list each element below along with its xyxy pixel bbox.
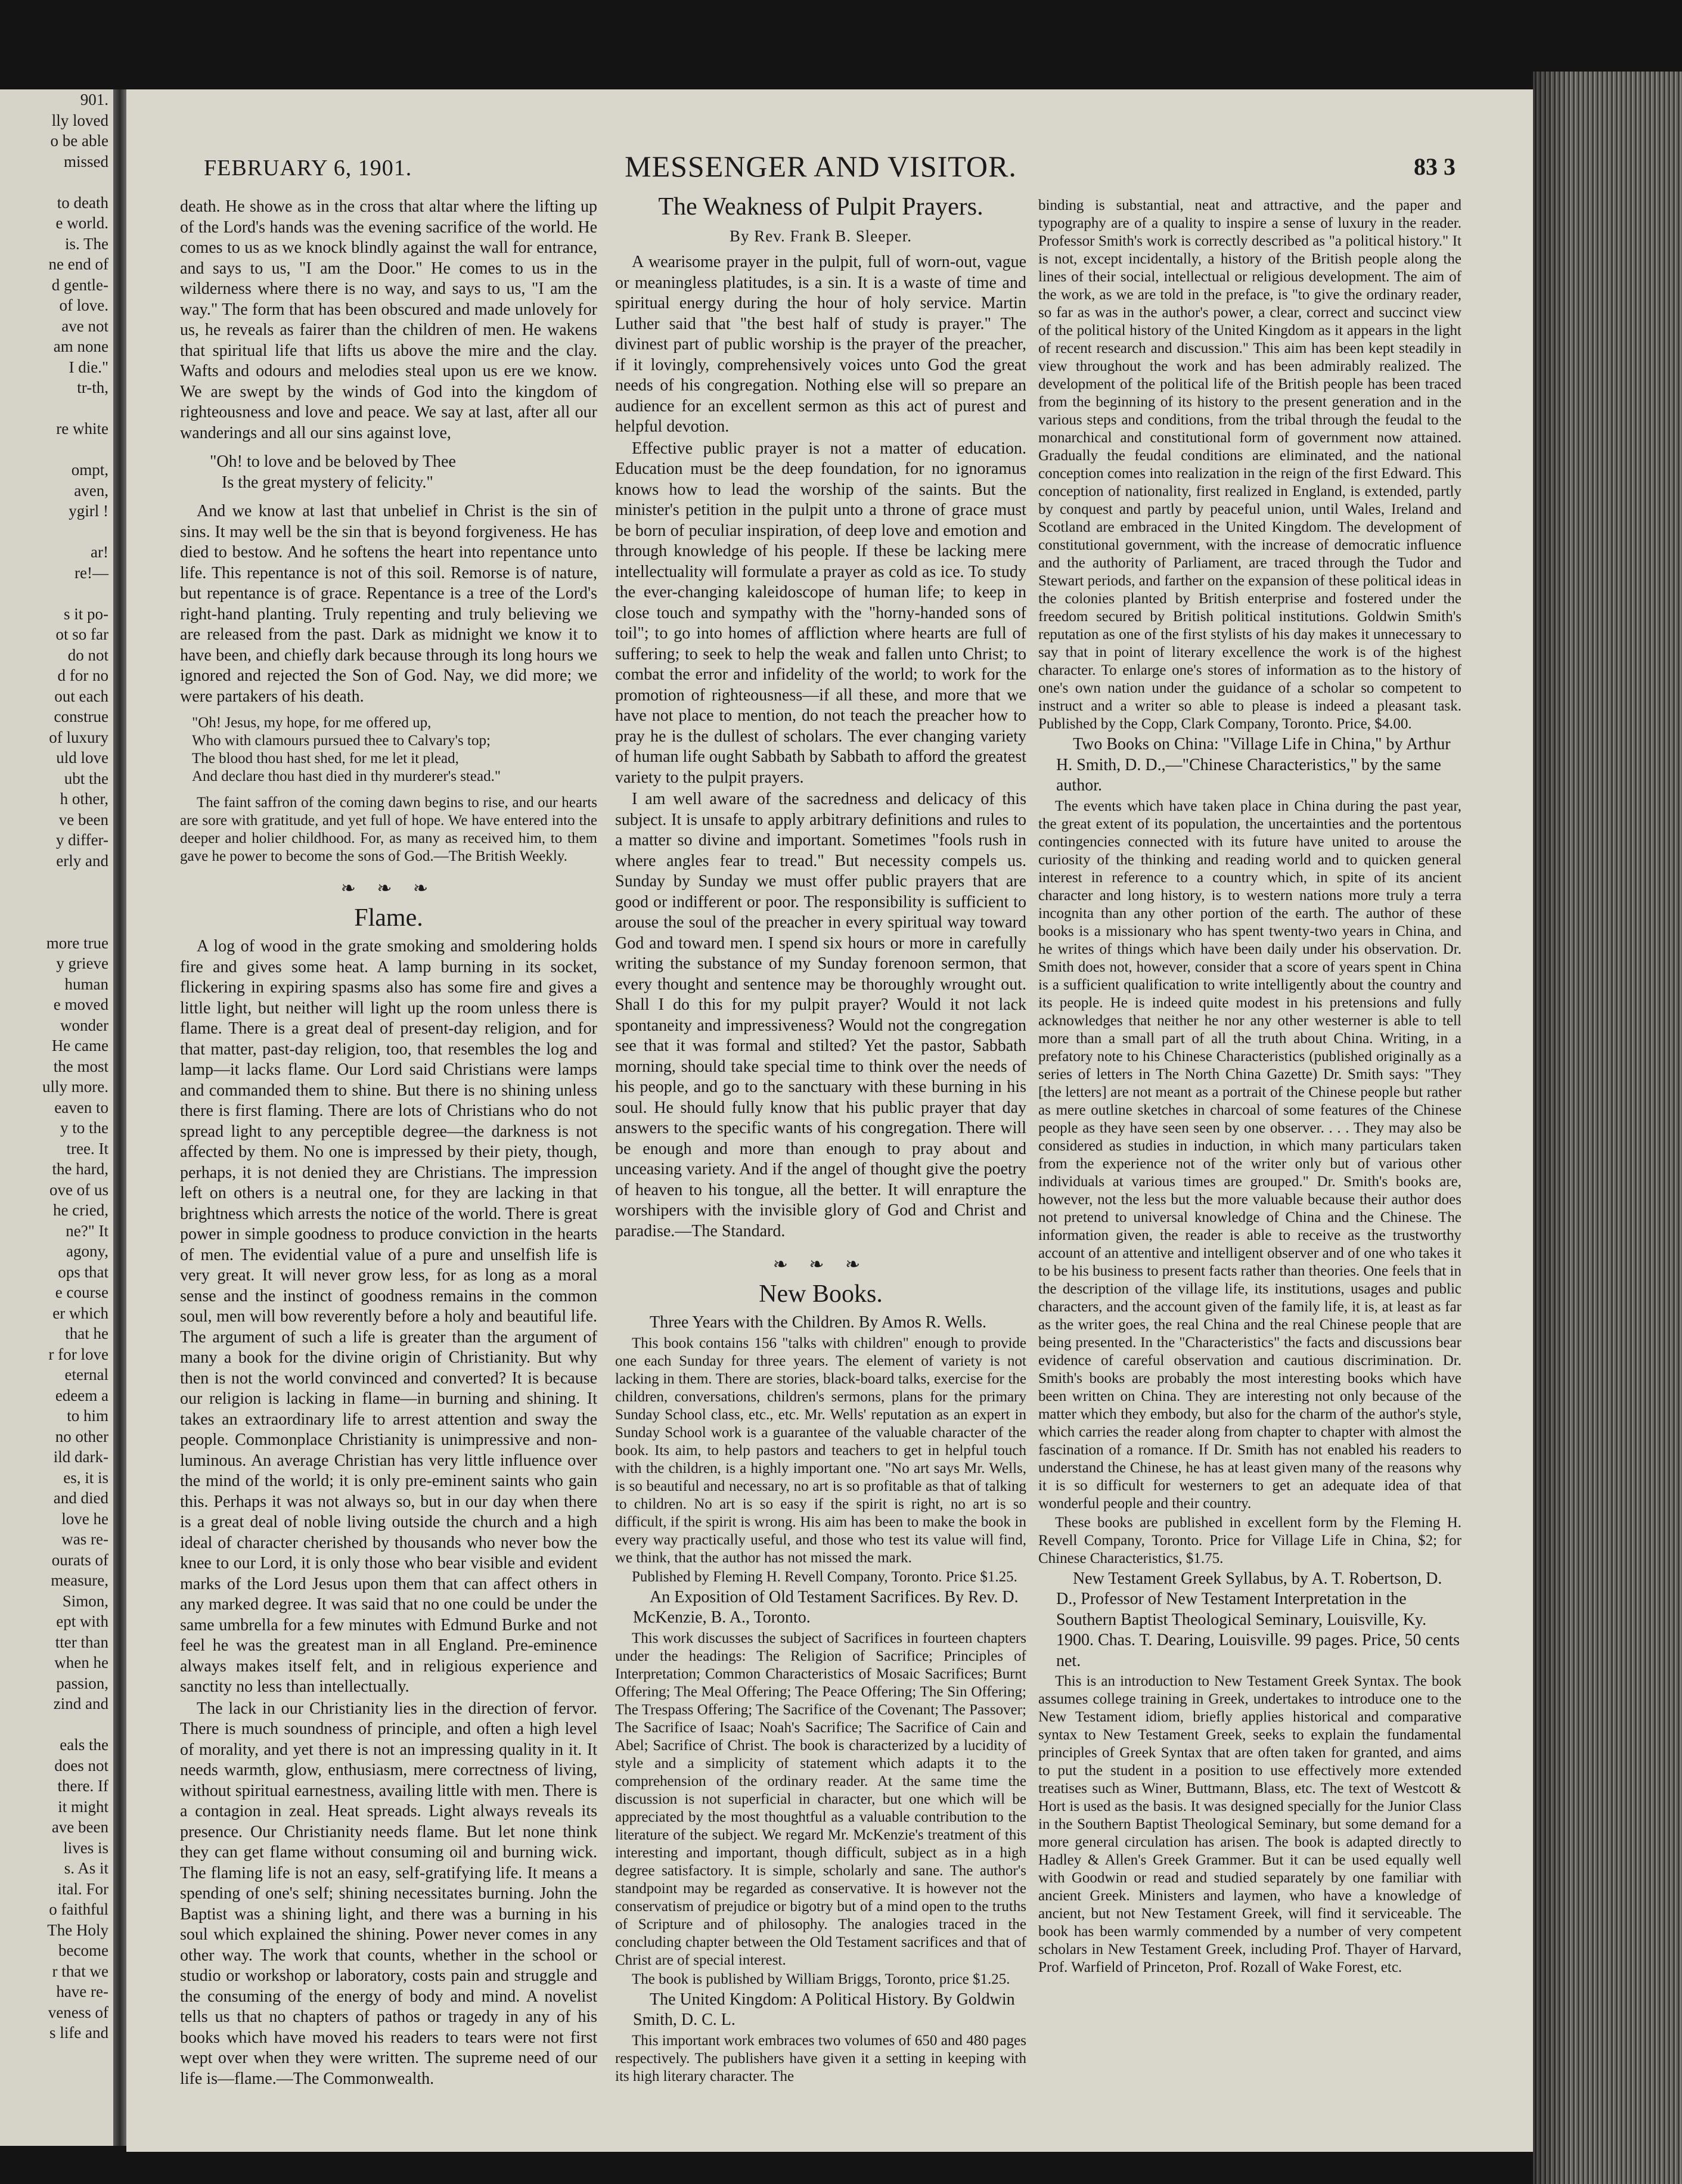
facing-page-text-fragment: y grieve — [56, 954, 108, 972]
facing-page-text-fragment: to death — [57, 193, 108, 212]
verse-line: The blood thou hast shed, for me let it plead, — [192, 750, 459, 767]
facing-page-text-fragment — [0, 892, 113, 913]
facing-page-text-fragment: human — [64, 975, 108, 993]
facing-page-text-fragment: ne?" It — [66, 1221, 108, 1240]
facing-page-text-fragment: er which — [52, 1304, 108, 1322]
facing-page-text-fragment: ove of us — [49, 1180, 108, 1199]
facing-page-text-fragment: he cried, — [53, 1201, 108, 1219]
verse-line: "Oh! to love and be beloved by Thee — [210, 452, 456, 471]
facing-page-text-fragment: zind and — [53, 1695, 108, 1713]
page-edge-shadow — [1533, 72, 1569, 2184]
facing-page-text-fragment: tter than — [55, 1633, 108, 1651]
book-review: This book contains 156 "talks with children" enough to provide one each Sunday for three years. The element of variety is not lacking in them. There are stories, black-board talks, exercise for the children, conversations, children's sermons, plans for the primary Sunday School class, etc., etc. Mr. Wells' reputation as an expert in Sunday School work is a guarantee of the valuable character of the book. Its aim, to help pastors and teachers to get in helpful touch with the children, is a highly important one. "No art says Mr. Wells, is so beautiful and necessary, no art is so profitable as that of talking to children. No art is so easy if the spirit is right, no art is so difficult, if the spirit is wrong. His aim has been to make the book in every way practically useful, and those who test its value will find, we think, that the author has not missed the mark. — [615, 1335, 1026, 1566]
facing-page-text-fragment: out each — [54, 687, 108, 705]
facing-page-text-fragment: love he — [61, 1509, 108, 1528]
facing-page-text-fragment — [0, 583, 113, 604]
paragraph: death. He showe as in the cross that altar where the lifting up of the Lord's hands was the evening sacrifice of the world. He comes to us as we knock blindly against the wall for entrance, and says to us, "I am the Door." He comes to us in the wilderness where there is no way, and says to us, "I am the way." The form that has been obscured and made unlovely for us, he reveals as fairer than the children of men. He wakens that spiritual life that lifts us above the mire and the clay. Wafts and odours and melodies steal upon us ere we know. We are swept by the winds of God into the kingdom of righteousness and love and peace. We say at last, after all our wanderings and all our sins against love, — [180, 197, 597, 442]
facing-page-text-fragment: the most — [53, 1057, 108, 1075]
facing-page-text-fragment: uld love — [56, 749, 108, 767]
facing-page-text-fragment: 901. — [80, 91, 108, 108]
facing-page-text-fragment: that he — [65, 1324, 108, 1342]
facing-page-text-fragment: was re- — [61, 1530, 108, 1548]
book-review: This important work embraces two volumes of 650 and 480 pages respectively. The publishers have given it a setting in keeping with its high literary character. The — [615, 2032, 1026, 2084]
facing-page-fragment — [0, 89, 113, 2146]
issue-date: FEBRUARY 6, 1901. — [204, 156, 412, 181]
facing-page-text-fragment: He came — [51, 1037, 108, 1054]
facing-page-text-fragment: lly loved — [51, 111, 108, 129]
facing-page-text-fragment: ave not — [61, 317, 108, 335]
facing-page-text-fragment: and died — [53, 1489, 108, 1507]
paragraph: The lack in our Christianity lies in the direction of fervor. There is much soundness of principle, and often a high level of morality, and yet there is not an impressing quality in it. It needs warmth, glow, enthusiasm, mere correctness of living, without spiritual earnestness, availing little with men. There is a contagion in zeal. Heat spreads. Light always reveals its presence. Our Christianity needs flame. But let none think they can get flame without consuming oil and burning wick. The flaming life is not an easy, self-gratifying life. It means a spending of one's self; shining necessitates burning. John the Baptist was a shining light, and there was a burning in his soul which explained the shining. Power never comes in any other way. The work that counts, whether in the school or studio or workshop or laboratory, costs pain and struggle and the consuming of the energy of body and mind. A novelist tells us that no chapters of pathos or tragedy in any of his books which have moved his readers to tears were not first wept over when they were written. The supreme need of our life is—flame.—The Commonwealth. — [180, 1699, 597, 2088]
facing-page-text-fragment: have re- — [56, 1983, 108, 2000]
facing-page-text-fragment: am none — [53, 337, 108, 355]
facing-page-text-fragment: edeem a — [55, 1386, 108, 1404]
verse-quote — [210, 452, 597, 493]
book-review: binding is substantial, neat and attractive, and the paper and typography are of a quality to inspire a sense of luxury in the reader. Professor Smith's work is correctly described as "a political history." It is not, except incidentally, a history of the British people along the lines of their social, intellectual or religious development. The aim of the work, as we are told in the preface, is "to give the ordinary reader, so far as was in the author's power, a clear, correct and succinct view of the political history of the United Kingdom as it appears in the light of recent research and discussion." This aim has been kept steadily in view throughout the work and has been admirably realized. The development of the political life of the British people has been traced from the beginning of its history to the present generation and in the various steps and conditions, from the tribal through the feudal to the monarchical and constitutional form of government now attained. Gradually the feudal conditions are eliminated, and the national conception comes into realization in the reign of the first Edward. This conception of nationality, first realized in England, is extended, partly by conquest and partly by peaceful union, until Wales, Ireland and Scotland are embraced in the United Kingdom. The development of constitutional government, with the increase of democratic influence and the authority of Parliament, are traced through the Tudor and Stewart periods, and farther on the expansion of these political ideas in the colonies planted by British enterprise and fostered under the freedom secured by British political institutions. Goldwin Smith's reputation as one of the first stylists of his day makes it unnecessary to say that in point of literary excellence the work is of the highest character. To enlarge one's stores of information as to the history of one's own nation under the guidance of a scholar so competent to instruct and a writer so able to please is indeed a pleasant task. Published by the Copp, Clark Company, Toronto. Price, $4.00. — [1038, 197, 1461, 732]
facing-page-text-fragment: construe — [54, 708, 108, 725]
facing-page-text-fragment: o be able — [50, 132, 108, 150]
facing-page-text-fragment: I die." — [69, 358, 108, 376]
facing-page-text-fragment: ops that — [58, 1262, 108, 1281]
facing-page-text-fragment: does not — [54, 1756, 108, 1774]
facing-page-text-fragment: ar! — [91, 543, 108, 561]
facing-page-text-fragment: e world. — [55, 214, 108, 232]
facing-page-text-fragment: passion, — [56, 1674, 108, 1692]
section-ornament: ❧ ❧ ❧ — [340, 879, 437, 898]
facing-page-text-fragment: ot so far — [55, 625, 108, 643]
facing-page-text-fragment: is. The — [65, 234, 108, 253]
facing-page-text-fragment: ubt the — [64, 769, 108, 787]
facing-page-text-fragment: s life and — [49, 2024, 108, 2042]
column-1 — [180, 197, 597, 2090]
book-title: New Testament Greek Syllabus, by A. T. Robertson, D. D., Professor of New Testament Interpretation in the Southern Baptist Theological Seminary, Louisville, Ky. 1900. Chas. T. Dearing, Louisville. 99 pages. Price, 50 cents net. — [1056, 1569, 1460, 1670]
facing-page-text-fragment: missed — [63, 152, 108, 170]
section-heading: New Books. — [759, 1280, 883, 1308]
facing-page-text-fragment: tree. It — [66, 1139, 108, 1158]
facing-page-text-fragment — [0, 439, 113, 460]
facing-page-text-fragment: do not — [67, 646, 108, 664]
facing-page-text-fragment: h other, — [60, 790, 108, 808]
facing-page-text-fragment — [0, 398, 113, 419]
facing-page-text-fragment: agony, — [66, 1242, 108, 1260]
facing-page-text-fragment: to him — [67, 1407, 108, 1425]
book-gutter — [113, 89, 126, 2146]
page-header — [186, 149, 1456, 191]
verse-quote — [192, 714, 597, 786]
verse-line: Is the great mystery of felicity." — [222, 473, 433, 492]
facing-page-text-fragment: Simon, — [62, 1592, 108, 1610]
facing-page-text-fragment: ne end of — [48, 255, 108, 273]
facing-page-text-fragment — [0, 871, 113, 892]
book-title: Two Books on China: "Village Life in China," by Arthur H. Smith, D. D.,—"Chinese Characteristics," by the same author. — [1056, 735, 1451, 795]
column-3 — [1038, 197, 1461, 1978]
newspaper-page — [126, 89, 1533, 2152]
facing-page-text-fragment: erly and — [56, 851, 108, 870]
book-review: This is an introduction to New Testament Greek Syntax. The book assumes college training in Greek, undertakes to introduce one to the New Testament idiom, briefly applies historical and comparative syntax to New Testament Greek, seeks to explain the fundamental principles of Greek Syntax that are often taken for granted, and aims to put the student in a position to use effectively more extended treatises such as Winer, Buttmann, Blass, etc. The text of Westcott & Hort is used as the basis. It was designed specially for the Junior Class in the Southern Baptist Theological Seminary, but some demand for a more general circulation has arisen. The book is adapted directly to Hadley & Allen's Greek Grammer. But it can be used equally well with Goodwin or read and studied separately by one familiar with ancient Greek. Ministers and laymen, who have a knowledge of ancient, but not New Testament Greek, will find it serviceable. The book has been warmly commended by a number of very competent scholars in New Testament Greek, including Prof. Thayer of Harvard, Prof. Warfield of Princeton, Prof. Rozall of Wake Forest, etc. — [1038, 1673, 1461, 1975]
facing-page-text-fragment: y to the — [60, 1119, 108, 1137]
facing-page-text-fragment: lives is — [63, 1838, 108, 1857]
facing-page-text-fragment: ve been — [58, 810, 108, 829]
facing-page-text-fragment: e moved — [53, 995, 108, 1013]
facing-page-text-fragment: e course — [55, 1283, 108, 1301]
article-byline: By Rev. Frank B. Sleeper. — [730, 227, 912, 245]
article-heading: Flame. — [354, 904, 423, 932]
facing-page-text-fragment: tr-th, — [77, 379, 108, 396]
facing-page-text-fragment — [0, 172, 113, 193]
masthead-title: MESSENGER AND VISITOR. — [625, 150, 1017, 183]
facing-page-text-fragment: ygirl ! — [69, 502, 108, 520]
paragraph: The faint saffron of the coming dawn begins to rise, and our hearts are sore with gratitude, and yet full of hope. We have entered into the deeper and holier childhood. For, as many as received him, to them gave he power to become the sons of God.—The British Weekly. — [180, 795, 597, 864]
book-publisher: The book is published by William Briggs, Toronto, price $1.25. — [632, 1971, 1010, 1987]
facing-page-text-fragment: more true — [46, 933, 108, 952]
facing-page-text-fragment: when he — [54, 1653, 108, 1671]
facing-page-text-fragment: o faithful — [49, 1900, 108, 1918]
page-number: 83 3 — [1414, 153, 1456, 180]
facing-page-text-fragment: wonder — [60, 1016, 108, 1034]
facing-page-text-fragment: s. As it — [64, 1859, 108, 1877]
facing-page-text-fragment: es, it is — [63, 1468, 108, 1487]
facing-page-text-fragment: y differ- — [55, 831, 108, 849]
facing-page-text-fragment: r that we — [52, 1962, 108, 1980]
facing-page-text-fragment: the hard, — [52, 1160, 108, 1178]
facing-page-text-fragment: The Holy — [47, 1921, 108, 1939]
column-2 — [615, 193, 1026, 2087]
facing-page-text-fragment: of love. — [59, 296, 108, 314]
verse-line: And declare thou hast died in thy murderer's stead." — [192, 768, 501, 784]
book-review: The events which have taken place in China during the past year, the great extent of its population, the uncertainties and the portentous contingencies connected with its future have united to arouse the curiosity of the thinking and reading world and to quicken general interest in reference to a country which, in spite of its ancient character and long history, is to western nations more truly a terra incognita than any other portion of the earth. The author of these books is a missionary who has spent twenty-two years in China, and he writes of things which have been daily under his observation. Dr. Smith does not, however, consider that a score of years spent in China is a sufficient qualification to write intelligently about the country and its people. He is indeed quite modest in his pretensions and fully acknowledges that neither he nor any other westerner is able to tell more than a small part of all the truth about China. Writing, in a prefatory note to his Chinese Characteristics (published originally as a series of letters in The North China Gazette) Dr. Smith says: "They [the letters] are not meant as a portrait of the Chinese people but rather as mere outline sketches in charcoal of some features of the Chinese people as they have seen seen by one observer. . . . They may also be considered as studies in induction, in which many particulars taken from the experience not of the writer only but of various other individuals at various times are grouped." Dr. Smith's books are, however, not the less but the more valuable because their author does not pretend to universal knowledge of China and the Chinese. The information given, the reader is able to receive as the trustworthy account of an attentive and intelligent observer and of one who takes it to be his business to present facts rather than theories. One feels that in the description of the village life, its institutions, usages and public characters, and the account given of the family life, it is, at least as far as the writer goes, the real China and the real Chinese people that are being presented. In the "Characteristics" the facts and discussions bear evidence of careful observation and cautious discrimination. Dr. Smith's books are probably the most interesting books which have been written on China. They are interesting not only because of the matter which they embody, but also for the charm of the author's style, which carries the reader along from chapter to chapter with almost the fascination of a romance. If Dr. Smith has not enabled his readers to understand the Chinese, he has at least given many of the reasons why it is so difficult for westerners to get an adequate idea of that wonderful people and their country. — [1038, 798, 1461, 1512]
facing-page-text-fragment: measure, — [51, 1571, 108, 1589]
facing-page-text-fragment: re white — [56, 420, 108, 438]
facing-page-text-fragment: eaven to — [54, 1098, 108, 1116]
paragraph: A log of wood in the grate smoking and smoldering holds fire and gives some heat. A lamp burning in its socket, flickering in expiring spasms also has some fire and gives a little light, but neither will light up the room unless there is flame. There is a great deal of present-day religion, and for that matter, past-day religion, too, that resembles the log and lamp—it lacks flame. Our Lord said Christians were lamps and commanded them to shine. But there is no shining unless there is first flaming. There are lots of Christians who do not spread light to any perceptible degree—the darkness is not affected by them. No one is impressed by their piety, though, perhaps, it is not denied they are Christians. The impression left on others is a neutral one, for they are lacking in that brightness which arrests the notice of the world. There is great power in simple goodness to produce conviction in the hearts of men. The evidential value of a pure and unselfish life is very great. It will never grow less, for as long as a moral sense and the instinct of goodness remains in the common soul, men will bow reverently before a holy and beautiful life. The argument of such a life is greater than the argument of many a book for the divine origin of Christianity. But why then is not the world convinced and converted? It is because our religion is lacking in flame—in burning and shining. It takes an extraordinary life to arrest attention and sway the people. Commonplace Christianity is unimpressive and non-luminous. An average Christian has very little influence over the mind of the world; it is only pre-eminent saints who gain this. Perhaps it was not always so, but in our day when there is a great deal of noble living outside the church and a high ideal of character cherished by thousands who never bow the knee to our Lord, it is only those who bear visible and evident marks of the Lord Jesus upon them that can affect others in any marked degree. It was said that no one could be under the same umbrella for a few minutes with Edmund Burke and not feel he was the greatest man in all England. Pre-eminence always makes itself felt, and in religious experience and sanctity no less than intellectually. — [180, 937, 597, 1696]
facing-page-text-fragment: ept with — [56, 1612, 108, 1630]
facing-page-text-fragment — [0, 912, 113, 933]
facing-page-text-fragment: of luxury — [49, 728, 108, 746]
book-title: An Exposition of Old Testament Sacrifices. By Rev. D. McKenzie, B. A., Toronto. — [633, 1587, 1019, 1627]
facing-page-text-fragment: re!— — [75, 563, 108, 582]
facing-page-text-fragment: eternal — [64, 1366, 108, 1383]
facing-page-text-fragment: ully more. — [42, 1078, 108, 1096]
article-heading: The Weakness of Pulpit Prayers. — [658, 193, 983, 221]
facing-page-text-fragment: veness of — [48, 2003, 108, 2021]
paragraph: And we know at last that unbelief in Christ is the sin of sins. It may well be the sin that is beyond forgiveness. He has died to bestow. And he softens the heart into repentance unto life. This repentance is not of this soil. Remorse is of nature, but repentance is of grace. Repentance is a tree of the Lord's right-hand planting. Truly repenting and truly believing we are released from the past. Dark as midnight we know it to have been, and chiefly dark because through its long hours we ignored and rejected the Son of God. Nay, we did more; we were partakers of his death. — [180, 502, 597, 706]
facing-page-text-fragment: r for love — [48, 1345, 108, 1363]
facing-page-text-fragment: ave been — [51, 1818, 108, 1836]
facing-page-text-fragment — [0, 1714, 113, 1735]
book-publisher: Published by Fleming H. Revell Company, Toronto. Price $1.25. — [632, 1568, 1017, 1585]
book-publisher: These books are published in excellent form by the Fleming H. Revell Company, Toronto. Price for Village Life in China, $2; for Chinese Characteristics, $1.75. — [1038, 1514, 1461, 1566]
facing-page-text-fragment — [0, 522, 113, 542]
facing-page-text-fragment: d for no — [57, 666, 108, 684]
book-review: This work discusses the subject of Sacrifices in fourteen chapters under the headings: The Religion of Sacrifice; Principles of Interpretation; Common Characteristics of Mosaic Sacrifices; Burnt Offering; The Meal Offering; The Peace Offering; The Sin Offering; The Trespass Offering; The Sacrifice of the Covenant; The Passover; The Sacrifice of Isaac; Noah's Sacrifice; The Sacrifice of Cain and Abel; Sacrifice of Christ. The book is characterized by a lucidity of style and a simplicity of statement which adapts it to the comprehension of the ordinary reader. At the same time the discussion is not superficial in character, but one which will be appreciated by the most thoughtful as a valuable contribution to the literature of the subject. We regard Mr. McKenzie's treatment of this interesting and important, though difficult, subject as in a high degree satisfactory. It is simple, scholarly and sane. The author's standpoint may be regarded as conservative. It is however not the conservatism of prejudice or bigotry but of a mind open to the truths of Scripture and of philosophy. The analogies traced in the concluding chapter between the Old Testament sacrifices and that of Christ are of special interest. — [615, 1630, 1026, 1968]
verse-line: Who with clamours pursued thee to Calvary's top; — [192, 733, 491, 749]
facing-page-text-fragment: become — [58, 1941, 108, 1959]
paragraph: A wearisome prayer in the pulpit, full of worn-out, vague or meaningless platitudes, is a sin. It is a waste of time and spiritual energy during the hour of holy service. Martin Luther said that "the best half of study is prayer." The divinest part of public worship is the prayer of the preacher, if it lovingly, comprehensively voices unto God the great needs of his congregation. Nothing else will so prepare an audience for an excellent sermon as this act of purest and helpful devotion. — [615, 253, 1026, 436]
facing-page-text-fragment: aven, — [74, 481, 108, 500]
facing-page-text-fragment: ourats of — [51, 1550, 108, 1569]
facing-page-text-fragment: ompt, — [71, 461, 108, 479]
facing-page-text-fragment: s it po- — [63, 604, 108, 623]
facing-page-text-fragment: eals the — [60, 1736, 108, 1754]
facing-page-text-fragment: ital. For — [57, 1879, 108, 1898]
book-title: The United Kingdom: A Political History. By Goldwin Smith, D. C. L. — [633, 1990, 1015, 2029]
facing-page-text-fragment: d gentle- — [51, 275, 108, 294]
facing-page-text-fragment: no other — [55, 1427, 108, 1445]
facing-page-text-fragment: it might — [58, 1797, 108, 1816]
facing-page-text-fragment: there. If — [57, 1777, 108, 1795]
paragraph: I am well aware of the sacredness and delicacy of this subject. It is unsafe to apply arbitrary definitions and rules to a matter so divine and important. Sometimes "fools rush in where angles fear to tread." But necessity compels us. Sunday by Sunday we must offer public prayers that are good or indifferent or poor. The responsibility is sufficient to arouse the soul of the preacher in every spiritual way toward God and toward men. I spend six hours or more in carefully writing the substance of my Sunday forenoon sermon, that every thought and sentence may be thoroughly wrought out. Shall I do this for my pulpit prayer? Would it not lack spontaneity and impressiveness? Would not the congregation see that it was formal and stilted? Yet the pastor, Sabbath morning, should take special time to think over the needs of his people, and go to the sanctuary with these burning in his soul. He should fully know that his public prayer that day answers to the specific wants of his congregation. There will be enough and more than enough to pray about and unceasing variety. And if the angel of thought give the poetry of heaven to his tongue, all the better. It will enrapture the worshipers with the invisible glory of God and Christ and paradise.—The Standard. — [615, 790, 1026, 1240]
section-ornament: ❧ ❧ ❧ — [772, 1255, 869, 1274]
facing-page-text-fragment: ild dark- — [53, 1448, 108, 1466]
book-title: Three Years with the Children. By Amos R. Wells. — [650, 1313, 986, 1332]
paragraph: Effective public prayer is not a matter of education. Education must be the deep foundation, for no ignoramus knows how to lead the worship of the saints. But the minister's petition in the pulpit unto a throne of grace must be born of peculiar inspiration, of deep love and emotion and through knowledge of his people. If these be lacking mere intellectuality will formulate a prayer as cold as ice. To study the ever-changing kaleidoscope of human life; to keep in close touch and sympathy with the "horny-handed sons of toil"; to go into homes of affliction where hearts are full of suffering; to seek to help the weak and fallen unto Christ; to combat the error and infidelity of the world; to work for the promotion of righteousness—if all these, and more that we have not place to mention, do not teach the preacher how to pray he is the dullest of scholars. The ever changing variety of human life ought Sabbath by Sabbath to afford the greatest variety to the pulpit prayers. — [615, 439, 1026, 787]
verse-line: "Oh! Jesus, my hope, for me offered up, — [192, 715, 432, 731]
